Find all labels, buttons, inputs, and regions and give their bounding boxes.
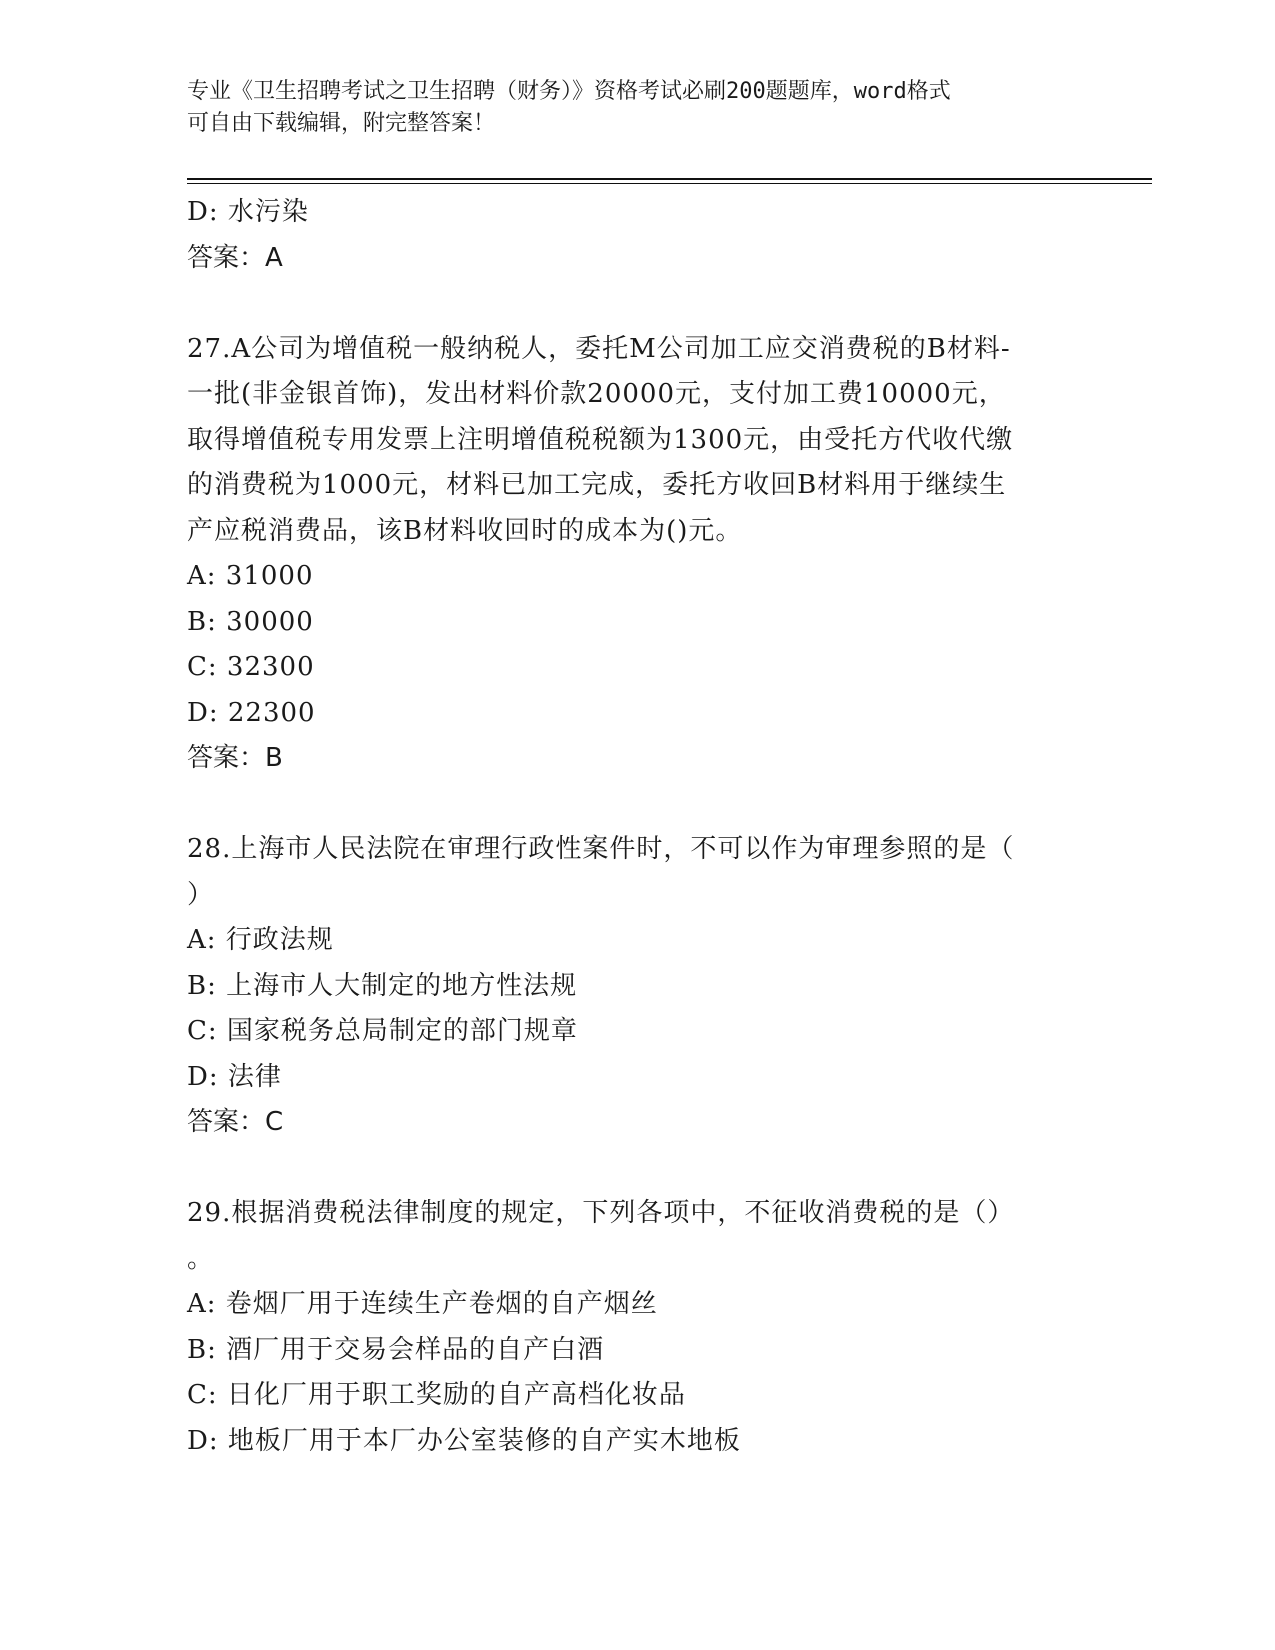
question-29-option-c: C: 日化厂用于职工奖励的自产高档化妆品 bbox=[187, 1380, 686, 1410]
question-28-option-a: A: 行政法规 bbox=[187, 925, 334, 955]
question-28-stem-line: 28.上海市人民法院在审理行政性案件时，不可以作为审理参照的是（ bbox=[187, 834, 1015, 864]
question-29-option-b: B: 酒厂用于交易会样品的自产白酒 bbox=[187, 1334, 605, 1365]
question-27-option-d: D: 22300 bbox=[187, 697, 316, 728]
question-28-stem-line: ） bbox=[187, 879, 215, 910]
question-27-option-c: C: 32300 bbox=[187, 652, 315, 682]
prev-option-d: D: 水污染 bbox=[187, 197, 309, 227]
question-28-option-d: D: 法律 bbox=[187, 1061, 282, 1092]
question-27-stem-line: 取得增值税专用发票上注明增值税税额为1300元，由受托方代收代缴 bbox=[187, 424, 1014, 455]
prev-answer: 答案：A bbox=[187, 242, 283, 273]
question-27 bbox=[187, 327, 1087, 782]
question-28-option-c: C: 国家税务总局制定的部门规章 bbox=[187, 1016, 578, 1046]
question-content bbox=[187, 190, 1087, 1464]
spacer bbox=[187, 782, 1087, 828]
question-27-stem-line: 的消费税为1000元，材料已加工完成，委托方收回B材料用于继续生 bbox=[187, 470, 1007, 500]
question-27-stem-line: 产应税消费品，该B材料收回时的成本为()元。 bbox=[187, 515, 743, 546]
header-divider-thick bbox=[187, 178, 1152, 180]
question-29-option-a: A: 卷烟厂用于连续生产卷烟的自产烟丝 bbox=[187, 1289, 658, 1319]
header-line-1: 专业《卫生招聘考试之卫生招聘（财务）》资格考试必刷200题题库，word格式 bbox=[187, 79, 951, 104]
question-29 bbox=[187, 1191, 1087, 1464]
question-29-stem-line: 。 bbox=[187, 1243, 215, 1274]
question-27-option-b: B: 30000 bbox=[187, 606, 314, 637]
question-28-option-b: B: 上海市人大制定的地方性法规 bbox=[187, 970, 578, 1001]
question-29-stem-line: 29.根据消费税法律制度的规定，下列各项中，不征收消费税的是（） bbox=[187, 1198, 1015, 1228]
header-line-2: 可自由下载编辑，附完整答案！ bbox=[187, 111, 496, 136]
question-27-stem-line: 27.A公司为增值税一般纳税人，委托M公司加工应交消费税的B材料- bbox=[187, 333, 1011, 364]
question-28 bbox=[187, 827, 1087, 1146]
spacer bbox=[187, 1146, 1087, 1192]
page-header bbox=[187, 76, 1087, 140]
question-27-option-a: A: 31000 bbox=[187, 561, 314, 591]
header-divider-thin bbox=[187, 183, 1152, 184]
question-28-answer: 答案：C bbox=[187, 1107, 284, 1137]
question-27-answer: 答案：B bbox=[187, 743, 283, 773]
spacer bbox=[187, 281, 1087, 327]
question-27-stem-line: 一批(非金银首饰)，发出材料价款20000元，支付加工费10000元， bbox=[187, 379, 1006, 409]
question-29-option-d: D: 地板厂用于本厂办公室装修的自产实木地板 bbox=[187, 1425, 741, 1456]
